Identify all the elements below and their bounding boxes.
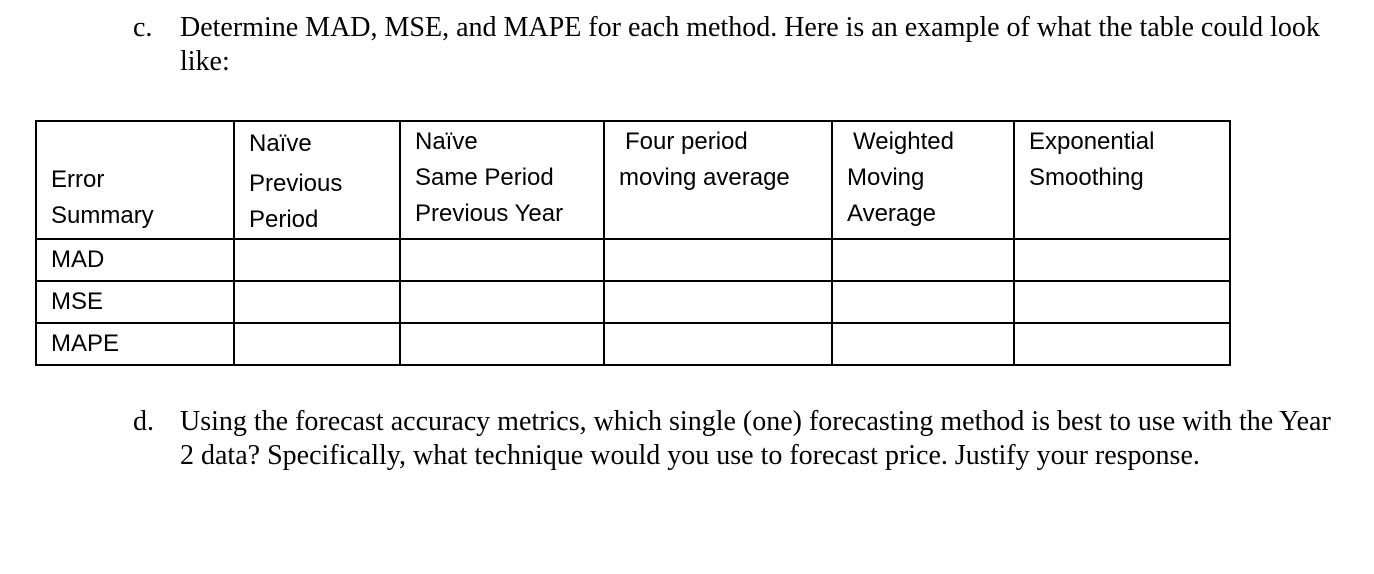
table-row-mse xyxy=(36,281,1230,323)
error-summary-table xyxy=(35,120,1231,366)
header-line: Period xyxy=(249,206,319,233)
cell-mad-weighted xyxy=(832,239,1014,281)
question-d-letter: d. xyxy=(133,406,154,437)
header-line: Weighted xyxy=(853,128,954,155)
header-line: Previous xyxy=(249,170,343,197)
header-line: moving average xyxy=(619,164,790,191)
header-line: Previous Year xyxy=(415,200,564,227)
header-line: Same Period xyxy=(415,164,554,191)
cell-mse-four-period xyxy=(604,281,832,323)
question-d-text: Using the forecast accuracy metrics, which single (one) forecasting method is best to use with the Year 2 data? Specifically, what technique would you use to forecast price. Justify your response. xyxy=(180,406,1331,471)
row-label-mad: MAD xyxy=(36,239,234,281)
header-corner-line-2: Summary xyxy=(51,202,154,229)
cell-mape-naive-previous xyxy=(234,323,400,365)
cell-mse-naive-previous xyxy=(234,281,400,323)
cell-mad-naive-same-period xyxy=(400,239,604,281)
header-naive-previous-period xyxy=(234,121,400,239)
header-weighted-moving-average xyxy=(832,121,1014,239)
table-row-mad xyxy=(36,239,1230,281)
header-exponential-smoothing xyxy=(1014,121,1230,239)
header-line: Four period xyxy=(625,128,748,155)
cell-mape-naive-same-period xyxy=(400,323,604,365)
table-header-row xyxy=(36,121,1230,239)
header-naive-same-period xyxy=(400,121,604,239)
cell-mape-exponential xyxy=(1014,323,1230,365)
table-row-mape xyxy=(36,323,1230,365)
row-label-mape: MAPE xyxy=(36,323,234,365)
question-c-text: Determine MAD, MSE, and MAPE for each method. Here is an example of what the table could look like: xyxy=(180,12,1320,77)
row-label-mse: MSE xyxy=(36,281,234,323)
header-line: Naïve xyxy=(415,128,478,155)
header-line: Smoothing xyxy=(1029,164,1144,191)
cell-mad-four-period xyxy=(604,239,832,281)
cell-mad-naive-previous xyxy=(234,239,400,281)
cell-mad-exponential xyxy=(1014,239,1230,281)
header-four-period-moving-average xyxy=(604,121,832,239)
header-line: Naïve xyxy=(249,130,312,157)
question-c-letter: c. xyxy=(133,12,153,43)
header-error-summary xyxy=(36,121,234,239)
cell-mape-four-period xyxy=(604,323,832,365)
cell-mse-naive-same-period xyxy=(400,281,604,323)
cell-mse-exponential xyxy=(1014,281,1230,323)
header-line: Exponential xyxy=(1029,128,1155,155)
header-corner-line-1: Error xyxy=(51,166,105,193)
header-line: Average xyxy=(847,200,936,227)
cell-mse-weighted xyxy=(832,281,1014,323)
header-line: Moving xyxy=(847,164,925,191)
cell-mape-weighted xyxy=(832,323,1014,365)
